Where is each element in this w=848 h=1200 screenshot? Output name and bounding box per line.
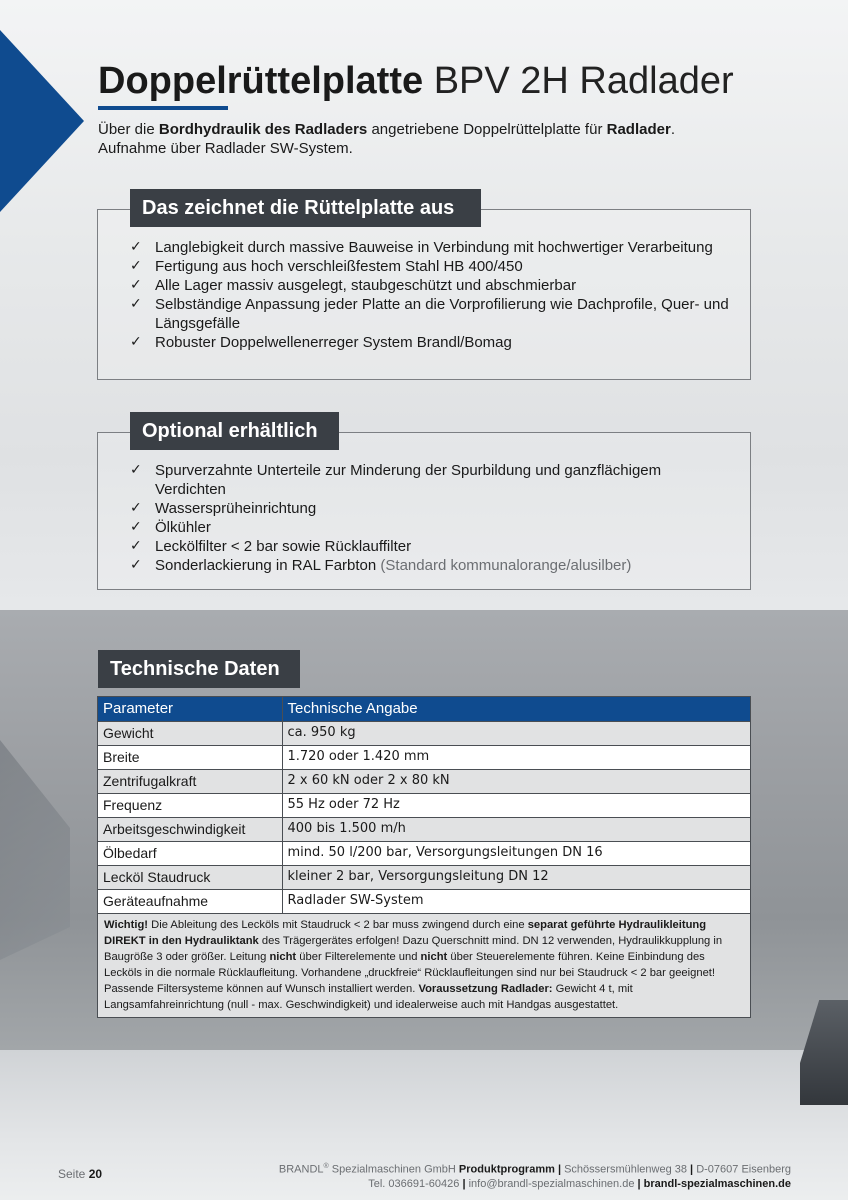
list-item <box>130 295 730 333</box>
parameter-cell: Lecköl Staudruck <box>98 865 282 889</box>
checkmark-icon: ✓ <box>130 462 142 478</box>
page-title <box>98 58 798 104</box>
table-row <box>98 817 750 841</box>
phone: Tel. 036691-60426 <box>368 1177 460 1190</box>
list-item <box>130 461 730 499</box>
value-cell: Radlader SW-System <box>282 889 750 913</box>
table-row <box>98 865 750 889</box>
note-emphasis: separat geführte Hydraulikleitung DIREKT in den Hydrauliktank <box>104 918 707 947</box>
intro-text <box>98 120 778 158</box>
value-cell: 55 Hz oder 72 Hz <box>282 793 750 817</box>
separator: | <box>634 1177 644 1190</box>
list-item <box>130 499 730 518</box>
value-cell: 2 x 60 kN oder 2 x 80 kN <box>282 769 750 793</box>
important-note <box>98 914 750 1017</box>
value-cell: mind. 50 l/200 bar, Versorgungsleitungen DN 16 <box>282 841 750 865</box>
note-text: Die Ableitung des Lecköls mit Staudruck < 2 bar muss zwingend durch eine <box>148 918 528 931</box>
parameter-cell: Arbeitsgeschwindigkeit <box>98 817 282 841</box>
list-item-text: Wassersprüheinrichtung <box>155 500 317 517</box>
city: D-07607 Eisenberg <box>696 1163 791 1176</box>
intro-emphasis: Radlader <box>606 121 671 138</box>
value-cell: ca. 950 kg <box>282 721 750 745</box>
techdata-table <box>97 696 751 1018</box>
note-emphasis: Wichtig! <box>104 918 149 931</box>
intro-line-2: Aufnahme über Radlader SW-System. <box>98 140 353 157</box>
intro-text-part: Über die <box>98 121 159 138</box>
checkmark-icon: ✓ <box>130 296 142 312</box>
checkmark-icon: ✓ <box>130 239 142 255</box>
parameter-cell: Zentrifugalkraft <box>98 769 282 793</box>
note-text: des Trägergerätes erfolgen! Dazu Querschnitt mind. DN 12 verwenden, Hydraulikkupplung in Baugröße 3 oder größer. Leitung <box>104 934 723 963</box>
column-header-value: Technische Angabe <box>282 697 750 721</box>
footer-contact <box>271 1160 791 1191</box>
title-light: BPV 2H Radlader <box>433 60 734 102</box>
street: Schössersmühlenweg 38 <box>564 1163 687 1176</box>
page-number <box>58 1167 102 1181</box>
table-row <box>98 841 750 865</box>
note-text: über Steuerelemente führen. Keine Einbindung des Lecköls in die normale Rücklaufleitung. Vorhandene „druckfreie“ Rücklaufleitungen sind nur bei Staudruck < 2 bar geeignet! Passende Filtersysteme können auf Wunsch installiert werden. <box>104 950 716 995</box>
list-item <box>130 238 730 257</box>
page-label: Seite <box>58 1167 86 1181</box>
checkmark-icon: ✓ <box>130 334 142 350</box>
table-row <box>98 793 750 817</box>
title-bold: Doppelrüttelplatte <box>98 60 424 102</box>
note-text: über Filterelemente und <box>296 950 421 963</box>
intro-emphasis: Bordhydraulik des Radladers <box>158 121 368 138</box>
column-header-parameter: Parameter <box>98 697 282 721</box>
separator: | <box>554 1163 565 1176</box>
parameter-cell: Gewicht <box>98 721 282 745</box>
checkmark-icon: ✓ <box>130 557 142 573</box>
table-row <box>98 889 750 913</box>
list-item <box>130 257 730 276</box>
intro-text-part: . <box>670 121 675 138</box>
value-cell: 1.720 oder 1.420 mm <box>282 745 750 769</box>
program-label: Produktprogramm <box>458 1163 555 1176</box>
list-item <box>130 537 730 556</box>
list-item-text: Alle Lager massiv ausgelegt, staubgeschützt und abschmierbar <box>155 277 577 294</box>
checkmark-icon: ✓ <box>130 277 142 293</box>
features-heading: Das zeichnet die Rüttelplatte aus <box>130 189 481 227</box>
list-item <box>130 556 730 575</box>
parameter-cell: Ölbedarf <box>98 841 282 865</box>
separator: | <box>687 1163 697 1176</box>
value-cell: kleiner 2 bar, Versorgungsleitung DN 12 <box>282 865 750 889</box>
company-name: Spezialmaschinen GmbH <box>328 1163 459 1176</box>
list-item-text: Spurverzahnte Unterteile zur Minderung der Spurbildung und ganzflächigem Verdichten <box>155 462 662 498</box>
parameter-cell: Frequenz <box>98 793 282 817</box>
techdata-heading: Technische Daten <box>98 650 300 688</box>
options-heading: Optional erhältlich <box>130 412 339 450</box>
table-header-row <box>98 697 750 721</box>
list-item-note: (Standard kommunalorange/alusilber) <box>380 557 632 574</box>
list-item-text: Langlebigkeit durch massive Bauweise in Verbindung mit hochwertiger Verarbeitung <box>155 239 713 256</box>
parameter-cell: Geräteaufnahme <box>98 889 282 913</box>
list-item <box>130 276 730 295</box>
title-underline <box>98 106 228 110</box>
company-brand: BRANDL <box>278 1163 324 1176</box>
note-emphasis: Voraussetzung Radlader: <box>418 982 553 995</box>
list-item <box>130 518 730 537</box>
table-row <box>98 769 750 793</box>
table-row <box>98 721 750 745</box>
list-item-text: Ölkühler <box>155 519 211 536</box>
page-number-value: 20 <box>88 1167 103 1181</box>
list-item-text: Selbständige Anpassung jeder Platte an die Vorprofilierung wie Dachprofile, Quer- und Längsgefälle <box>155 296 729 332</box>
note-emphasis: nicht <box>420 950 448 963</box>
value-cell: 400 bis 1.500 m/h <box>282 817 750 841</box>
note-text: Gewicht 4 t, mit Langsamfahreinrichtung (null - max. Geschwindigkeit) und idealerweise auch mit Handgas ausgestattet. <box>104 982 633 1011</box>
email-link[interactable]: info@brandl-spezialmaschinen.de <box>468 1177 635 1190</box>
checkmark-icon: ✓ <box>130 519 142 535</box>
registered-mark: ® <box>323 1163 329 1170</box>
checkmark-icon: ✓ <box>130 538 142 554</box>
features-list <box>130 238 730 352</box>
table-row <box>98 745 750 769</box>
list-item-text: Leckölfilter < 2 bar sowie Rücklauffilter <box>155 538 412 555</box>
list-item-text: Sonderlackierung in RAL Farbton <box>155 557 377 574</box>
list-item <box>130 333 730 352</box>
parameter-cell: Breite <box>98 745 282 769</box>
list-item-text: Fertigung aus hoch verschleißfestem Stahl HB 400/450 <box>155 258 523 275</box>
separator: | <box>459 1177 469 1190</box>
checkmark-icon: ✓ <box>130 258 142 274</box>
checkmark-icon: ✓ <box>130 500 142 516</box>
intro-text-part: angetriebene Doppelrüttelplatte für <box>367 121 607 138</box>
options-list <box>130 461 730 575</box>
list-item-text: Robuster Doppelwellenerreger System Brandl/Bomag <box>155 334 512 351</box>
website-link[interactable]: brandl-spezialmaschinen.de <box>643 1177 791 1190</box>
note-emphasis: nicht <box>269 950 297 963</box>
